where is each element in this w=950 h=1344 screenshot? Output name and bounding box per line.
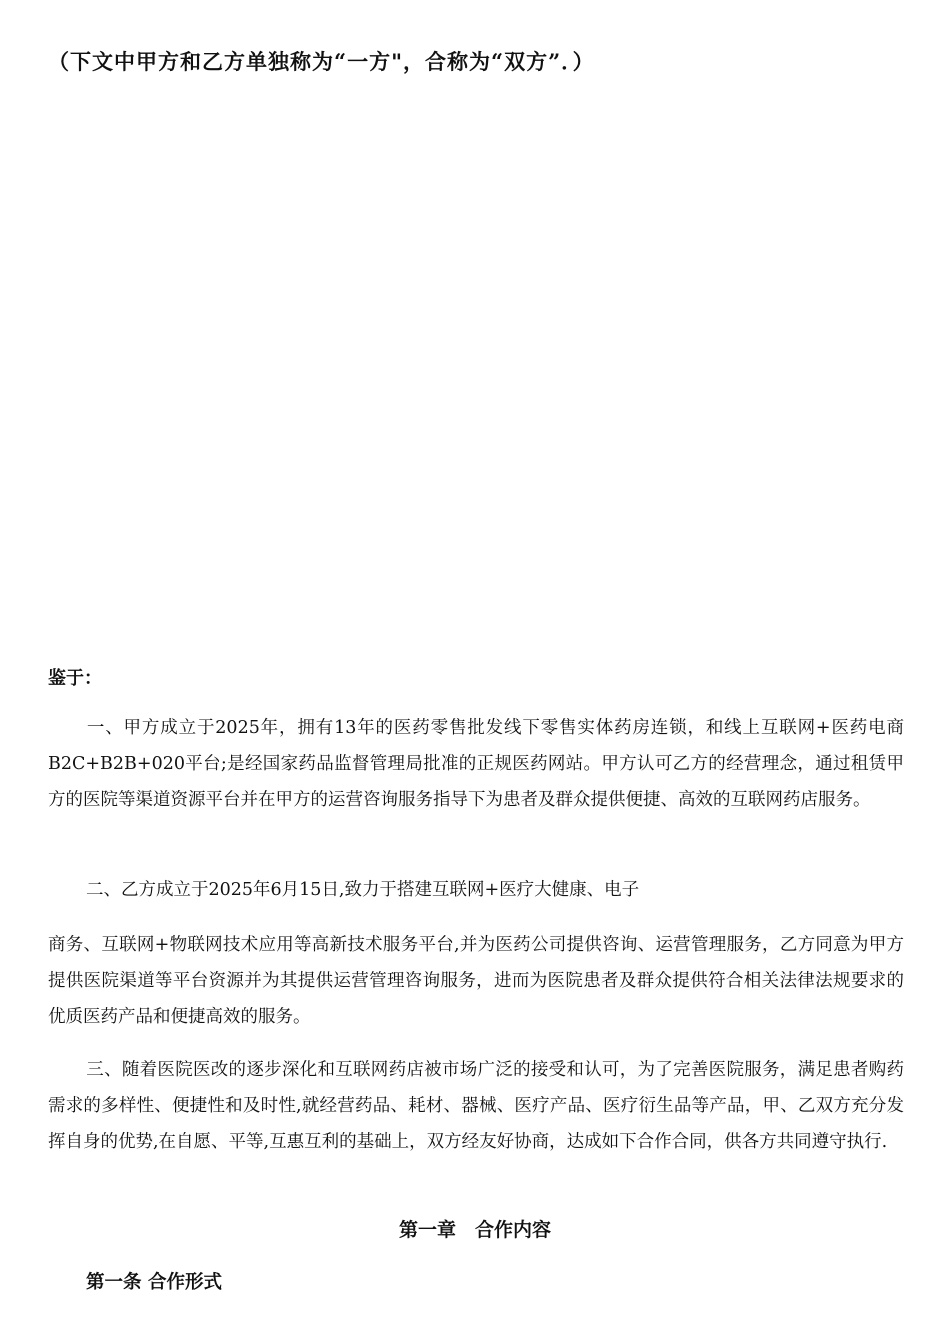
whereas-heading: 鉴于： [48,668,102,689]
parties-note: （下文中甲方和乙方单独称为“一方"，合称为“双方”．） [48,49,595,74]
article-title: 第一条 合作形式 [86,1272,222,1293]
whereas-paragraph-3 [48,1052,904,1160]
whereas-paragraph-3-text: 三、随着医院医改的逐步深化和互联网药店被市场广泛的接受和认可，为了完善医院服务，满足患者购药需求的多样性、便捷性和及时性,就经营药品、耗材、器械、医疗产品、医疗衍生品等产品，甲、乙双方充分发挥自身的优势,在自愿、平等,互惠互利的基础上，双方经友好协商，达成如下合作合同，供各方共同遵守执行. [48,1060,904,1152]
whereas-paragraph-2-first-line [48,872,904,908]
whereas-paragraph-2-continuation: 商务、互联网+物联网技术应用等高新技术服务平台,并为医药公司提供咨询、运营管理服务，乙方同意为甲方提供医院渠道等平台资源并为其提供运营管理咨询服务，进而为医院患者及群众提供符合相关法律法规要求的优质医药产品和便捷高效的服务。 [48,935,904,1027]
whereas-paragraph-1 [48,710,904,818]
whereas-paragraph-2-first-line-text: 二、乙方成立于2025年6月15日,致力于搭建互联网+医疗大健康、电子 [86,880,640,900]
chapter-title: 第一章 合作内容 [398,1219,551,1241]
whereas-paragraph-1-text: 一、甲方成立于2025年，拥有13年的医药零售批发线下零售实体药房连锁，和线上互联网+医药电商B2C+B2B+020平台;是经国家药品监督管理局批准的正规医药网站。甲方认可乙方的经营理念，通过租赁甲方的医院等渠道资源平台并在甲方的运营咨询服务指导下为患者及群众提供便捷、高效的互联网药店服务。 [48,718,904,810]
